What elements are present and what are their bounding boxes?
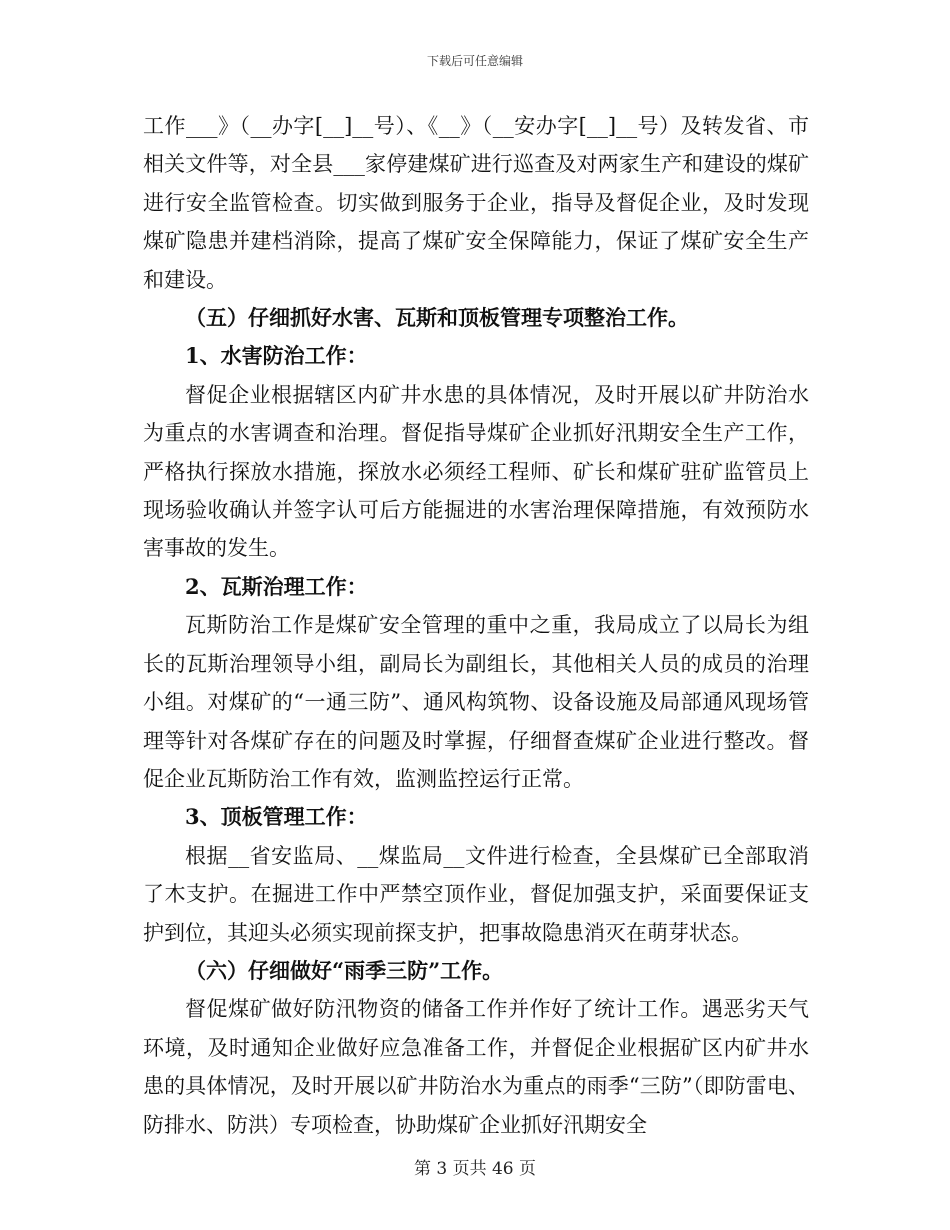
section-heading-6: （六）仔细做好“雨季三防”工作。 [185, 957, 504, 983]
paragraph-roof: 根据__省安监局、__煤监局__文件进行检查，全县煤矿已全部取消了木支护。在掘进工作中严禁空顶作业，督促加强支护，采面要保证支护到位，其迎头必须实现前探支护，把事故隐患消灭在萌芽状态。 [143, 843, 809, 945]
paragraph-continued: 工作___》（__办字[__]__号）、《__》（__安办字[__]__号）及转发省、市相关文件等，对全县___家停建煤矿进行巡查及对两家生产和建设的煤矿进行安全监管检查。切实做到服务于企业，指导及督促企业，及时发现煤矿隐患并建档消除，提高了煤矿安全保障能力，保证了煤矿安全生产和建设。 [143, 114, 809, 292]
subheading-roof: 3、顶板管理工作： [185, 804, 368, 830]
paragraph-rainy-season: 督促煤矿做好防汛物资的储备工作并作好了统计工作。遇恶劣天气环境，及时通知企业做好应急准备工作，并督促企业根据矿区内矿井水患的具体情况，及时开展以矿井防治水为重点的雨季“三防”（即防雷电、防排水、防洪）专项检查，协助煤矿企业抓好汛期安全 [143, 997, 809, 1137]
document-body [143, 107, 809, 1144]
section-heading-5: （五）仔细抓好水害、瓦斯和顶板管理专项整治工作。 [185, 305, 689, 331]
paragraph-water-hazard: 督促企业根据辖区内矿井水患的具体情况，及时开展以矿井防治水为重点的水害调查和治理。督促指导煤矿企业抓好汛期安全生产工作，严格执行探放水措施，探放水必须经工程师、矿长和煤矿驻矿监管员上现场验收确认并签字认可后方能掘进的水害治理保障措施，有效预防水害事故的发生。 [143, 382, 809, 561]
page-footer: 第 3 页共 46 页 [413, 1159, 537, 1179]
page-header: 下载后可任意编辑 [426, 54, 523, 68]
paragraph-gas: 瓦斯防治工作是煤矿安全管理的重中之重，我局成立了以局长为组长的瓦斯治理领导小组，副局长为副组长，其他相关人员的成员的治理小组。对煤矿的“一通三防”、通风构筑物、设备设施及局部通风现场管理等针对各煤矿存在的问题及时掌握，仔细督查煤矿企业进行整改。督促企业瓦斯防治工作有效，监测监控运行正常。 [143, 613, 809, 791]
subheading-water-hazard: 1、水害防治工作： [185, 343, 368, 369]
subheading-gas: 2、瓦斯治理工作： [185, 573, 368, 599]
